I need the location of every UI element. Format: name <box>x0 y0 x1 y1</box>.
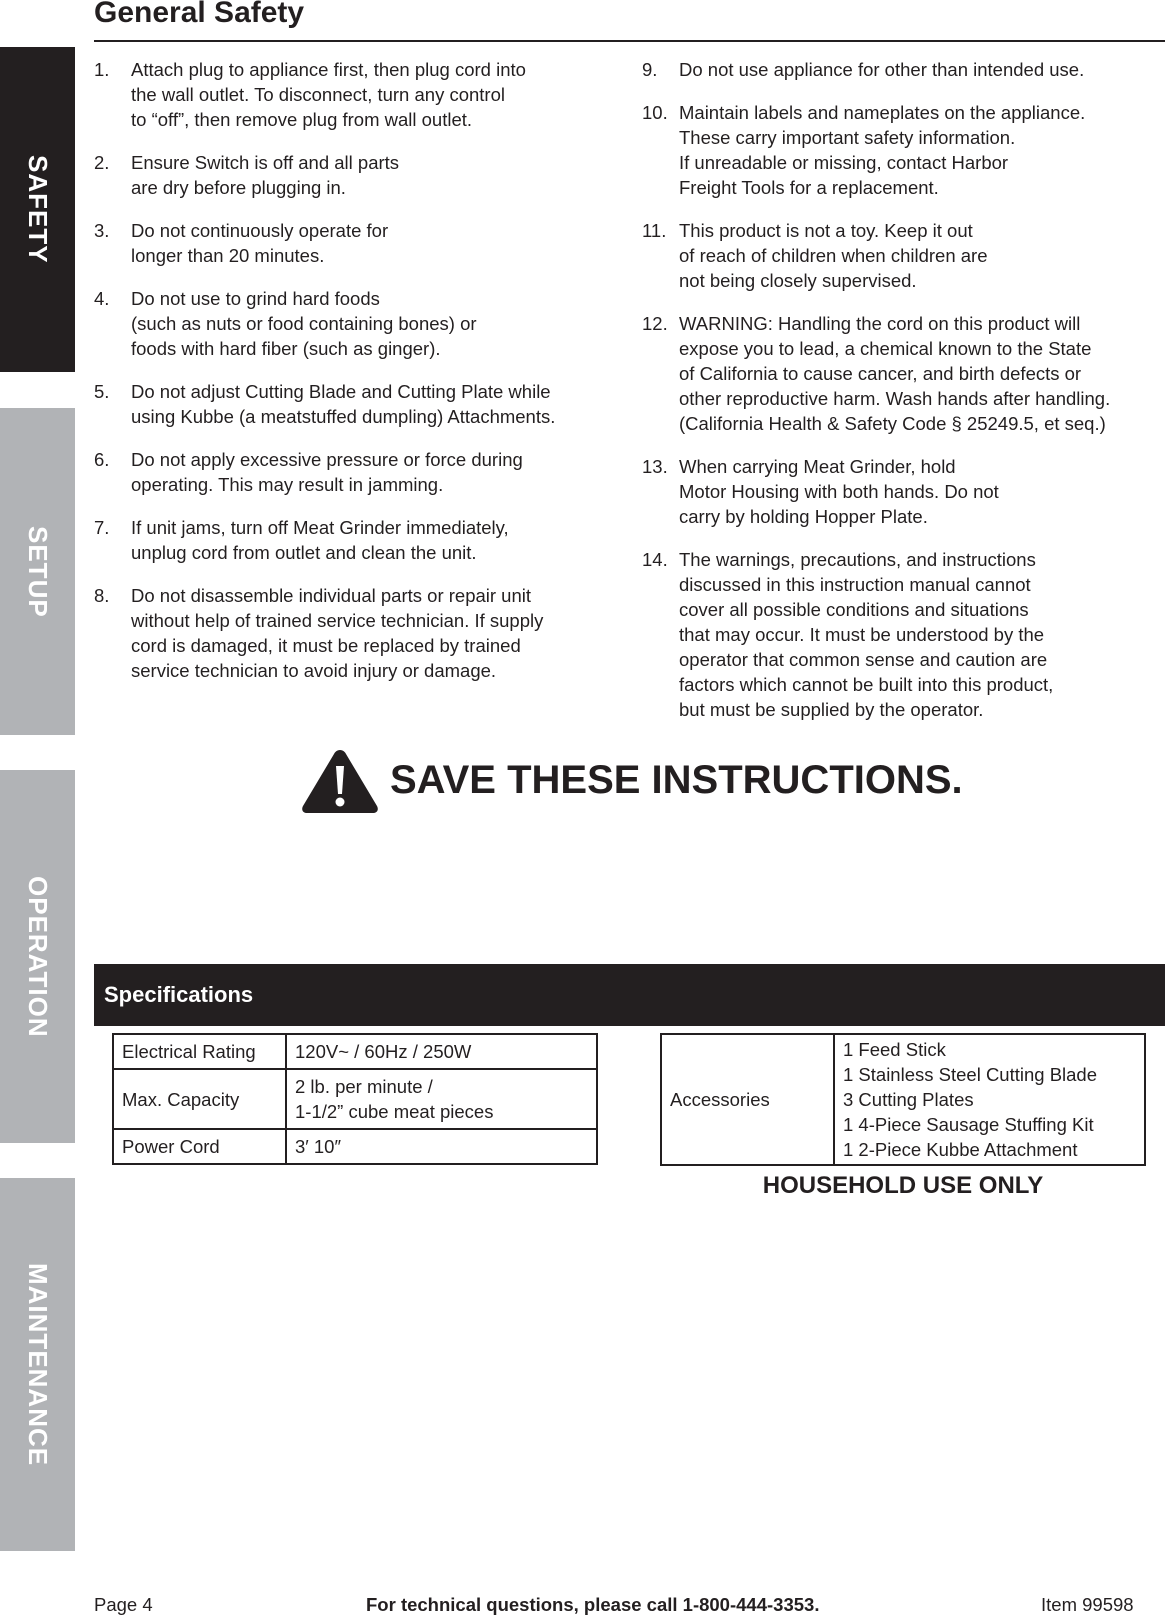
item-number: 12. <box>642 313 668 334</box>
item-number: 9. <box>642 59 658 80</box>
safety-item <box>642 454 1165 529</box>
side-tab-safety <box>0 47 75 372</box>
item-text: Maintain labels and nameplates on the appliance. These carry important safety information. If unreadable or missing, contact Harbor Freight Tools for a replacement. <box>679 102 1086 198</box>
spec-value: 120V~ / 60Hz / 250W <box>286 1034 597 1069</box>
item-text: Do not use to grind hard foods (such as nuts or food containing bones) or foods with hard fiber (such as ginger). <box>131 288 477 359</box>
item-text: Do not adjust Cutting Blade and Cutting Plate while using Kubbe (a meatstuffed dumpling) Attachments. <box>131 381 556 427</box>
safety-item <box>94 515 614 565</box>
footer-item-number: Item 99598 <box>1041 1594 1134 1615</box>
item-number: 14. <box>642 549 668 570</box>
item-text: This product is not a toy. Keep it out of reach of children when children are not being closely supervised. <box>679 220 988 291</box>
page-title: General Safety <box>94 0 305 29</box>
item-text: Do not continuously operate for longer than 20 minutes. <box>131 220 389 266</box>
spec-value: 3′ 10″ <box>286 1129 597 1164</box>
item-number: 4. <box>94 288 110 309</box>
item-text: Do not apply excessive pressure or force during operating. This may result in jamming. <box>131 449 523 495</box>
spec-value: 2 lb. per minute / 1-1/2” cube meat pieces <box>286 1069 597 1129</box>
spec-label: Max. Capacity <box>113 1069 286 1129</box>
item-text: Do not use appliance for other than intended use. <box>679 59 1085 80</box>
item-text: When carrying Meat Grinder, hold Motor Housing with both hands. Do not carry by holding Hopper Plate. <box>679 456 999 527</box>
item-text: Attach plug to appliance first, then plug cord into the wall outlet. To disconnect, turn any control to “off”, then remove plug from wall outlet. <box>131 59 526 130</box>
warning-icon <box>300 746 380 814</box>
safety-item <box>94 218 614 268</box>
safety-list-left <box>94 57 614 701</box>
item-number: 8. <box>94 585 110 606</box>
spec-label: Power Cord <box>113 1129 286 1164</box>
item-text: WARNING: Handling the cord on this product will expose you to lead, a chemical known to the State of California to cause cancer, and birth defects or other reproductive harm. Wash hands after handling. (California Health & Safety Code § 25249.5, et seq.) <box>679 313 1111 434</box>
accessories-label: Accessories <box>661 1034 834 1165</box>
table-row <box>661 1034 1145 1165</box>
footer-page-number: Page 4 <box>94 1594 153 1615</box>
safety-item <box>642 547 1165 722</box>
safety-item <box>94 150 614 200</box>
safety-item <box>94 286 614 361</box>
side-tab-setup-label: SETUP <box>23 525 53 618</box>
safety-item <box>94 583 614 683</box>
save-instructions <box>300 745 963 815</box>
safety-item <box>642 100 1165 200</box>
item-number: 10. <box>642 102 668 123</box>
side-tab-operation-label: OPERATION <box>23 875 53 1038</box>
side-tab-setup <box>0 408 75 735</box>
accessories-list: 1 Feed Stick 1 Stainless Steel Cutting Blade 3 Cutting Plates 1 4-Piece Sausage Stuffing Kit 1 2-Piece Kubbe Attachment <box>834 1034 1145 1165</box>
item-text: If unit jams, turn off Meat Grinder immediately, unplug cord from outlet and clean the unit. <box>131 517 509 563</box>
safety-item <box>94 379 614 429</box>
item-text: Do not disassemble individual parts or repair unit without help of trained service technician. If supply cord is damaged, it must be replaced by trained service technician to avoid injury or damage. <box>131 585 544 681</box>
item-number: 2. <box>94 152 110 173</box>
item-number: 5. <box>94 381 110 402</box>
side-tab-maintenance-label: MAINTENANCE <box>23 1262 53 1467</box>
side-tab-operation <box>0 770 75 1143</box>
accessories-table <box>660 1033 1146 1166</box>
spec-label: Electrical Rating <box>113 1034 286 1069</box>
item-number: 13. <box>642 456 668 477</box>
table-row <box>113 1034 597 1069</box>
table-row <box>113 1129 597 1164</box>
item-number: 3. <box>94 220 110 241</box>
item-number: 7. <box>94 517 110 538</box>
item-text: Ensure Switch is off and all parts are dry before plugging in. <box>131 152 400 198</box>
side-tab-safety-label: SAFETY <box>23 155 53 264</box>
title-rule <box>94 40 1165 42</box>
specifications-header <box>94 964 1165 1026</box>
safety-list-right <box>642 57 1165 740</box>
item-number: 11. <box>642 220 667 241</box>
safety-item <box>94 57 614 132</box>
safety-item <box>642 57 1165 82</box>
item-text: The warnings, precautions, and instructions discussed in this instruction manual cannot cover all possible conditions and situations that may occur. It must be understood by the operator that common sense and caution are factors which cannot be built into this product, but must be supplied by the operator. <box>679 549 1054 720</box>
safety-item <box>642 311 1165 436</box>
safety-item <box>94 447 614 497</box>
item-number: 1. <box>94 59 110 80</box>
specifications-title: Specifications <box>104 982 254 1007</box>
save-instructions-text: SAVE THESE INSTRUCTIONS. <box>390 757 963 802</box>
item-number: 6. <box>94 449 110 470</box>
footer-support-phone: For technical questions, please call 1-800-444-3353. <box>366 1594 820 1615</box>
side-tab-maintenance <box>0 1178 75 1551</box>
table-row <box>113 1069 597 1129</box>
household-use-notice: HOUSEHOLD USE ONLY <box>762 1172 1044 1199</box>
safety-item <box>642 218 1165 293</box>
specs-table <box>112 1033 598 1165</box>
